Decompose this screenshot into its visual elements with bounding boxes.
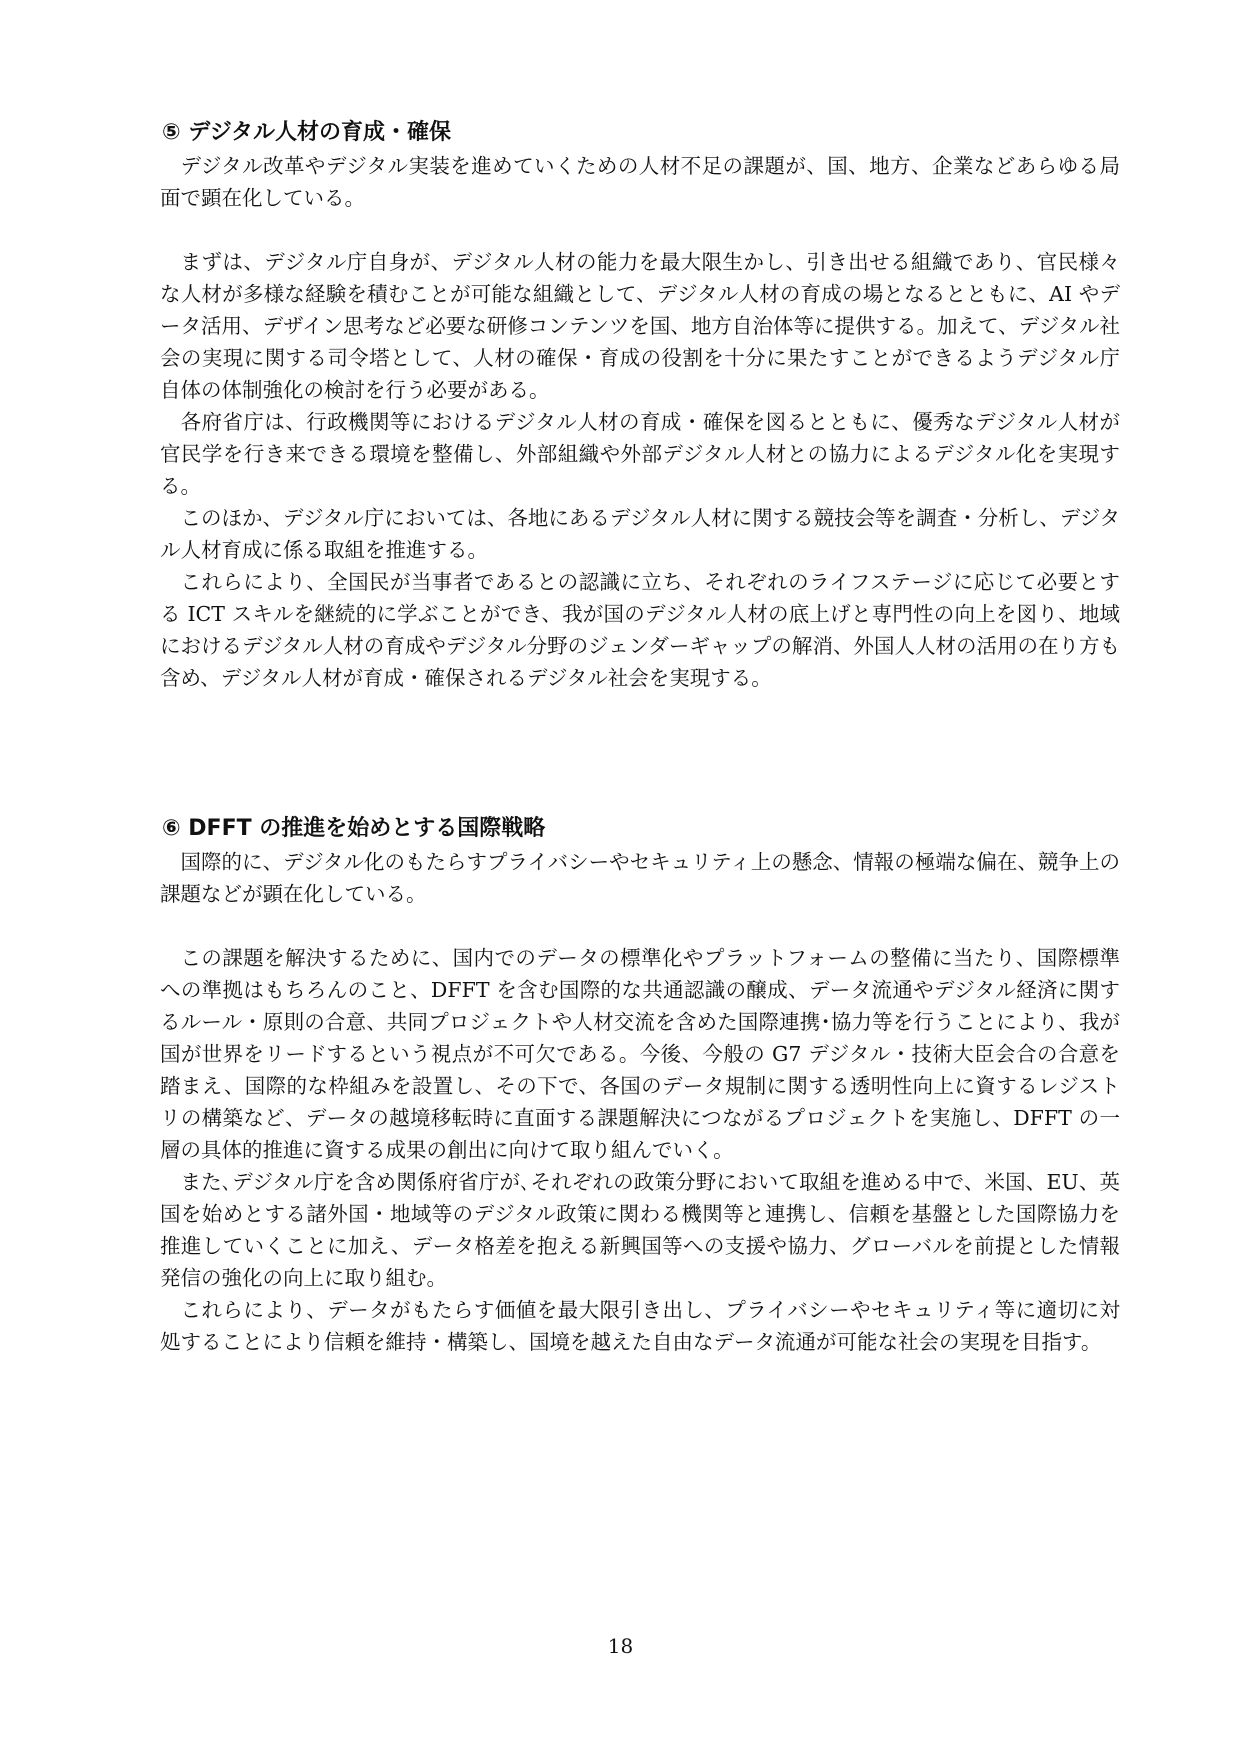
body-paragraph: これらにより、データがもたらす価値を最大限引き出し、プライバシーやセキュリティ等に適切に対処することにより信頼を維持・構築し、国境を越えた自由なデータ流通が可能な社会の実現を目指す。 — [160, 1298, 1120, 1354]
page-number: 18 — [607, 1634, 634, 1658]
body-paragraph: また､デジタル庁を含め関係府省庁が､それぞれの政策分野において取組を進める中で、米国、EU、英国を始めとする諸外国・地域等のデジタル政策に関わる機関等と連携し、信頼を基盤とした国際協力を推進していくことに加え、データ格差を抱える新興国等への支援や協力、グローバルを前提とした情報発信の強化の向上に取り組む。 — [160, 1170, 1120, 1290]
section-digital-talent — [160, 116, 1120, 694]
section-dfft-strategy — [160, 812, 1120, 1358]
paragraph-spacer — [160, 214, 1120, 246]
body-paragraph: 各府省庁は、行政機関等におけるデジタル人材の育成・確保を図るとともに、優秀なデジタル人材が官民学を行き来できる環境を整備し、外部組織や外部デジタル人材との協力によるデジタル化を実現する。 — [160, 410, 1120, 498]
body-paragraph: このほか、デジタル庁においては、各地にあるデジタル人材に関する競技会等を調査・分析し、デジタル人材育成に係る取組を推進する。 — [160, 506, 1120, 562]
section-heading: ⑥ DFFT の推進を始めとする国際戦略 — [162, 816, 546, 841]
body-paragraph: これらにより、全国民が当事者であるとの認識に立ち、それぞれのライフステージに応じて必要とする ICT スキルを継続的に学ぶことができ、我が国のデジタル人材の底上げと専門性の向上を図り、地域におけるデジタル人材の育成やデジタル分野のジェンダーギャップの解消、外国人人材の活用の在り方も含め、デジタル人材が育成・確保されるデジタル社会を実現する。 — [160, 570, 1120, 690]
body-paragraph: この課題を解決するために、国内でのデータの標準化やプラットフォームの整備に当たり、国際標準への準拠はもちろんのこと、DFFT を含む国際的な共通認識の醸成、データ流通やデジタル経済に関するルール・原則の合意、共同プロジェクトや人材交流を含めた国際連携･協力等を行うことにより、我が国が世界をリードするという視点が不可欠である。今後、今般の G7 デジタル・技術大臣会合の合意を踏まえ、国際的な枠組みを設置し、その下で、各国のデータ規制に関する透明性向上に資するレジストリの構築など、データの越境移転時に直面する課題解決につながるプロジェクトを実施し、DFFT の一層の具体的推進に資する成果の創出に向けて取り組んでいく。 — [160, 946, 1120, 1162]
body-paragraph: まずは、デジタル庁自身が、デジタル人材の能力を最大限生かし、引き出せる組織であり、官民様々な人材が多様な経験を積むことが可能な組織として、デジタル人材の育成の場となるとともに、AI やデータ活用、デザイン思考など必要な研修コンテンツを国、地方自治体等に提供する。加えて、デジタル社会の実現に関する司令塔として、人材の確保・育成の役割を十分に果たすことができるようデジタル庁自体の体制強化の検討を行う必要がある。 — [160, 250, 1120, 402]
body-paragraph: デジタル改革やデジタル実装を進めていくための人材不足の課題が、国、地方、企業などあらゆる局面で顕在化している。 — [160, 154, 1120, 210]
section-heading: ⑤ デジタル人材の育成・確保 — [162, 120, 451, 145]
paragraph-spacer — [160, 910, 1120, 942]
body-paragraph: 国際的に、デジタル化のもたらすプライバシーやセキュリティ上の懸念、情報の極端な偏在、競争上の課題などが顕在化している。 — [160, 850, 1120, 906]
